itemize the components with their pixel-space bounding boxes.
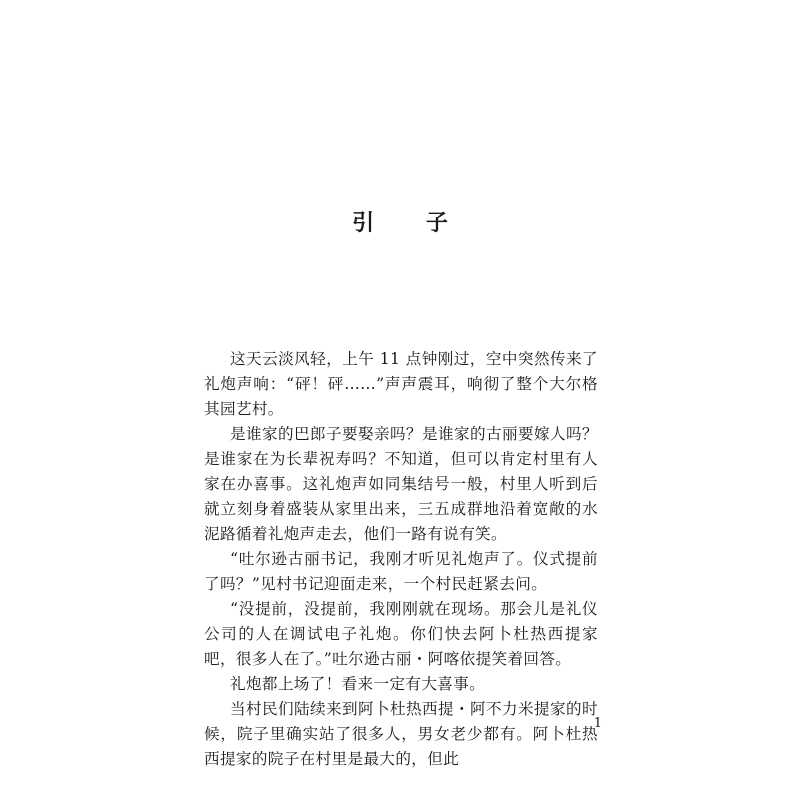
page-number: 1 [593,716,602,731]
paragraph: 是谁家的巴郎子要娶亲吗？是谁家的古丽要嫁人吗？是谁家在为长辈祝寿吗？不知道，但可以肯定村里有人家在办喜事。这礼炮声如同集结号一般，村里人听到后就立刻身着盛装从家里出来，三五成群地沿着宽敞的水泥路循着礼炮声走去，他们一路有说有笑。 [204,425,598,543]
paragraph: 礼炮都上场了！看来一定有大喜事。 [230,675,486,693]
body-text [204,347,598,772]
paragraph: 当村民们陆续来到阿卜杜热西提・阿不力米提家的时候，院子里确实站了很多人，男女老少都有。阿卜杜热西提家的院子在村里是最大的，但此 [204,700,598,768]
chapter-title: 引 子 [352,210,470,236]
paragraph: “吐尔逊古丽书记，我刚才听见礼炮声了。仪式提前了吗？”见村书记迎面走来，一个村民赶紧去问。 [204,550,598,593]
paragraph: 这天云淡风轻，上午 11 点钟刚过，空中突然传来了礼炮声响：“砰！砰……”声声震耳，响彻了整个大尔格其园艺村。 [204,350,598,418]
paragraph: “没提前，没提前，我刚刚就在现场。那会儿是礼仪公司的人在调试电子礼炮。你们快去阿卜杜热西提家吧，很多人在了。”吐尔逊古丽・阿喀依提笑着回答。 [204,600,598,668]
